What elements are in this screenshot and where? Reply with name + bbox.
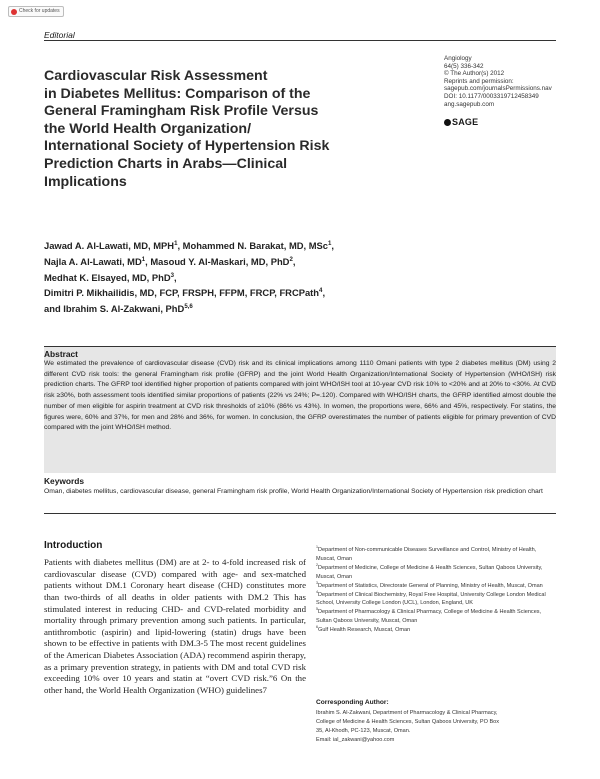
check-for-updates-badge[interactable] bbox=[8, 6, 64, 17]
keywords-heading: Keywords bbox=[44, 476, 85, 486]
title-line: General Framingham Risk Profile Versus bbox=[44, 103, 319, 120]
journal-reprints: Reprints and permission: bbox=[444, 77, 514, 85]
title-line: Cardiovascular Risk Assessment bbox=[44, 68, 268, 84]
divider-mid bbox=[44, 513, 556, 514]
affiliation-text: Department of Pharmacology & Clinical Pharmacy, College of Medicine & Health Sciences, Sultan Qaboos University, Muscat, Oman bbox=[316, 609, 542, 625]
author-affiliation-marker: 5,6 bbox=[184, 303, 193, 311]
affiliation-item bbox=[316, 582, 556, 591]
author-affiliation-marker: 1 bbox=[141, 255, 146, 263]
journal-copyright: © The Author(s) 2012 bbox=[444, 70, 505, 78]
author-name: , bbox=[331, 240, 335, 251]
author-name: Dimitri P. Mikhailidis, MD, FCP, FRSPH, FFPM, FRCP, FRCPath bbox=[44, 287, 320, 299]
corresponding-author-heading: Corresponding Author: bbox=[316, 699, 389, 706]
affiliations bbox=[316, 546, 556, 635]
affiliation-marker: 2 bbox=[316, 562, 318, 567]
affiliation-text: Department of Statistics, Directorate General of Planning, Ministry of Health, Muscat, Oman bbox=[318, 582, 543, 589]
journal-name: Angiology bbox=[444, 55, 472, 62]
author-affiliation-marker: 1 bbox=[328, 239, 332, 247]
affiliation-item bbox=[316, 591, 556, 609]
journal-volume: 64(5) 336-342 bbox=[444, 62, 484, 70]
section-label: Editorial bbox=[44, 30, 75, 40]
badge-label: Check for updates bbox=[19, 8, 60, 14]
affiliation-text: Department of Clinical Biochemistry, Royal Free Hospital, University College London Medical School, University College London (UCL), London, England, UK bbox=[316, 591, 546, 607]
journal-url[interactable]: ang.sagepub.com bbox=[444, 100, 495, 108]
affiliation-marker: 1 bbox=[316, 545, 318, 550]
author-line bbox=[44, 285, 564, 301]
corresponding-line: Ibrahim S. Al-Zakwani, Department of Pharmacology & Clinical Pharmacy, bbox=[316, 710, 498, 716]
title-line: in Diabetes Mellitus: Comparison of the bbox=[44, 85, 311, 102]
author-affiliation-marker: 2 bbox=[289, 255, 293, 263]
corresponding-email[interactable]: Email: ial_zakwani@yahoo.com bbox=[316, 736, 395, 743]
corresponding-line: 35, Al-Khodh, PC-123, Muscat, Oman. bbox=[316, 727, 411, 734]
author-line bbox=[44, 254, 564, 270]
journal-meta bbox=[444, 55, 584, 108]
update-icon bbox=[11, 9, 17, 15]
affiliation-item bbox=[316, 608, 556, 626]
author-affiliation-marker: 1 bbox=[174, 239, 178, 247]
author-name: and Ibrahim S. Al-Zakwani, PhD bbox=[44, 303, 185, 315]
author-affiliation-marker: 3 bbox=[170, 271, 174, 279]
affiliation-text: Gulf Health Research, Muscat, Oman bbox=[318, 627, 411, 634]
author-name: , Mohammed N. Barakat, MD, MSc bbox=[177, 240, 329, 251]
introduction-heading: Introduction bbox=[44, 540, 103, 551]
author-name: , bbox=[322, 287, 326, 299]
author-line bbox=[44, 238, 564, 254]
author-list bbox=[44, 238, 564, 317]
abstract-text: We estimated the prevalence of cardiovascular disease (CVD) risk and its clinical implications among 1110 Omani patients with type 2 diabetes mellitus (DM) using 2 different CVD risk tools: the general Framingham risk profile (GFRP) and the joint World Health Organization/International Society of Hypertension (WHO/ISH) risk prediction charts. The GFRP tool identified higher proportion of patients compared with joint WHO/ISH tool at 10-year CVD risk 10% to <20% and at 20% to <30%. At CVD risk ≥30%, both assessment tools identified similar proportions of patients (22% vs 24%; P=.120). Compared with WHO/ISH charts, the GFRP identified almost double the number of men eligible for aspirin treatment at CVD risk thresholds of ≥10% (86% vs 43%). In women, the proportions were, 66% and 45%, respectively. For statins, the figures were, 60% and 37%, for men and 28% and 36%, for women. In conclusion, the GFRP overestimates the number of patients eligible for primary prevention of CVD compared with the joint WHO/ISH method. bbox=[44, 360, 556, 432]
title-line: Prediction Charts in Arabs—Clinical bbox=[44, 155, 288, 172]
author-name: Jawad A. Al-Lawati, MD, MPH bbox=[44, 240, 175, 251]
keywords-text: Oman, diabetes mellitus, cardiovascular disease, general Framingham risk profile, World Health Organization/International Society of Hypertension risk prediction chart bbox=[44, 488, 543, 495]
author-name: Medhat K. Elsayed, MD, PhD bbox=[44, 271, 171, 283]
title-line: International Society of Hypertension Risk bbox=[44, 138, 330, 155]
affiliation-item bbox=[316, 626, 556, 635]
author-name: , Masoud Y. Al-Maskari, MD, PhD bbox=[145, 255, 290, 267]
journal-doi[interactable]: DOI: 10.1177/0003319712458349 bbox=[444, 92, 539, 100]
title-line: Implications bbox=[44, 173, 127, 190]
author-line bbox=[44, 270, 564, 286]
divider-top bbox=[44, 40, 556, 41]
author-name: , bbox=[292, 255, 296, 267]
sage-logo-text: SAGE bbox=[452, 117, 479, 127]
author-line bbox=[44, 301, 564, 317]
abstract-heading: Abstract bbox=[44, 349, 78, 359]
affiliation-marker: 4 bbox=[316, 589, 318, 594]
affiliation-item bbox=[316, 564, 556, 582]
sage-logo-icon bbox=[444, 119, 451, 126]
article-title bbox=[44, 68, 439, 191]
affiliation-marker: 3 bbox=[316, 580, 318, 585]
corresponding-author-details bbox=[316, 709, 556, 745]
sage-logo bbox=[444, 117, 478, 127]
affiliation-text: Department of Medicine, College of Medicine & Health Sciences, Sultan Qaboos University, Muscat, Oman bbox=[316, 564, 543, 580]
affiliation-marker: 5 bbox=[316, 607, 318, 612]
title-line: the World Health Organization/ bbox=[44, 120, 252, 137]
affiliation-text: Department of Non-communicable Diseases Surveillance and Control, Ministry of Health, Muscat, Oman bbox=[316, 547, 537, 562]
affiliation-item bbox=[316, 546, 556, 564]
author-affiliation-marker: 4 bbox=[319, 287, 323, 295]
author-name: Najla A. Al-Lawati, MD bbox=[44, 255, 142, 267]
journal-permissions-link[interactable]: sagepub.com/journalsPermissions.nav bbox=[444, 85, 552, 93]
corresponding-line: College of Medicine & Health Sciences, Sultan Qaboos University, PO Box bbox=[316, 718, 500, 725]
introduction-text: Patients with diabetes mellitus (DM) are at 2- to 4-fold increased risk of cardiovascular disease (CVD) compared with age- and sex-matched patients without DM.1 Coronary heart disease (CHD) constitutes more than two-thirds of all deaths in older patients with DM.2 This has stimulated interest in reducing CHD- and CVD-related morbidity and mortality through primary prevention among such patients. In particular, antithrombotic (aspirin) and lipid-lowering (statin) drugs have been shown to be effective in patients with DM.3-5 The most recent guidelines of the American Diabetes Association (ADA) recommend aspirin therapy, as a primary prevention strategy, in patients with DM and total CVD risk exceeding 10% over 10 years and statin at “overt CVD risk.”6 On the other hand, the World Health Organization (WHO) guidelines7 bbox=[44, 557, 306, 695]
affiliation-marker: 6 bbox=[316, 625, 318, 630]
author-name: , bbox=[173, 271, 177, 283]
